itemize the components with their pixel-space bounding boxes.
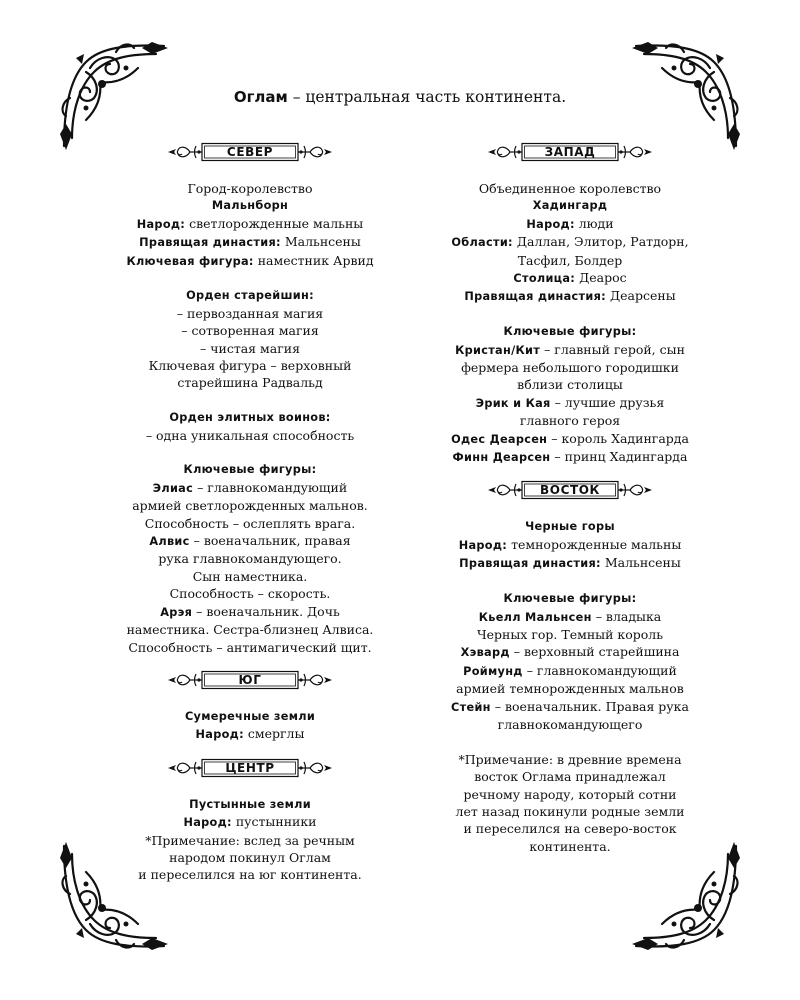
text-line: Город-королевство: [187, 181, 313, 196]
text-line: Стейн – военачальник. Правая рука: [451, 698, 689, 714]
section-banner-east: [486, 480, 654, 500]
note-line: лет назад покинули родные земли: [455, 803, 685, 819]
subheading: Ключевые фигуры:: [503, 325, 637, 339]
text-line: – первозданная магия: [176, 305, 324, 321]
text-line: Ключевая фигура – верховный: [148, 358, 352, 374]
text-line: старейшина Радвальд: [177, 375, 323, 391]
text-line: Народ: смерглы: [195, 726, 305, 742]
section-banner-south: [166, 670, 334, 690]
region-name: Черные горы: [525, 520, 615, 534]
banner-label: ВОСТОК: [540, 483, 600, 498]
text-line: армией темнорожденных мальнов: [456, 681, 684, 697]
text-line: Хэвард – верховный старейшина: [460, 644, 680, 660]
text-line: главнокомандующего: [497, 716, 643, 732]
text-line: Столица: Деарос: [513, 270, 627, 286]
text-line: Способность – скорость.: [169, 586, 331, 602]
banner-label: ЦЕНТР: [225, 760, 275, 775]
text-line: – чистая магия: [200, 340, 300, 356]
note-line: *Примечание: в древние времена: [458, 751, 682, 767]
text-line: Кристан/Кит – главный герой, сын: [455, 341, 685, 357]
left-column: [94, 142, 406, 884]
subheading: Ключевые фигуры:: [503, 592, 637, 606]
banner-label: ЗАПАД: [544, 145, 596, 159]
text-line: Ключевая фигура: наместник Арвид: [126, 252, 374, 268]
text-line: Народ: люди: [526, 215, 614, 231]
text-line: Черных гор. Темный король: [476, 626, 664, 642]
text-line: армией светлорожденных мальнов.: [132, 498, 368, 514]
title-name: Оглам: [233, 88, 288, 106]
text-line: – сотворенная магия: [181, 323, 319, 339]
text-line: Способность – антимагический щит.: [128, 639, 372, 655]
section-banner-west: [486, 142, 654, 162]
text-line: Роймунд – главнокомандующий: [463, 662, 677, 678]
text-line: народом покинул Оглам: [169, 849, 331, 865]
subheading: Орден элитных воинов:: [169, 411, 331, 425]
banner-label: СЕВЕР: [226, 145, 274, 159]
text-line: и переселился на юг континента.: [138, 867, 362, 883]
text-line: Народ: пустынники: [183, 814, 317, 830]
title-rest: – центральная часть континента.: [287, 88, 567, 106]
text-line: Алвис – военачальник, правая: [149, 533, 351, 549]
text-line: Способность – ослеплять врага.: [144, 515, 356, 531]
text-line: Арэя – военачальник. Дочь: [160, 603, 340, 619]
text-line: Народ: светлорожденные мальны: [136, 215, 364, 231]
note-line: континента.: [529, 838, 611, 854]
text-line: Правящая династия: Мальнсены: [139, 234, 361, 250]
text-line: фермера небольшого городишки: [461, 360, 679, 376]
text-line: Элиас – главнокомандующий: [152, 479, 348, 495]
text-line: Одес Деарсен – король Хадингарда: [451, 430, 689, 446]
page-title: [0, 88, 800, 106]
section-banner-north: [166, 142, 334, 162]
text-line: Эрик и Кая – лучшие друзья: [475, 394, 665, 410]
section-banner-center: [166, 758, 334, 778]
banner-label: ЮГ: [238, 672, 262, 687]
text-line: Правящая династия: Мальнсены: [459, 555, 681, 571]
text-line: рука главнокомандующего.: [158, 551, 342, 567]
text-line: Области: Даллан, Элитор, Ратдорн,: [451, 234, 689, 250]
text-line: главного героя: [519, 413, 621, 429]
text-line: Сын наместника.: [192, 568, 308, 584]
text-line: Тасфил, Болдер: [517, 252, 623, 268]
note-line: восток Оглама принадлежал: [474, 769, 666, 785]
corner-ornament-icon: [628, 838, 744, 954]
text-line: наместника. Сестра-близнец Алвиса.: [126, 622, 374, 638]
subheading: Орден старейшин:: [186, 289, 314, 303]
region-name: Пустынные земли: [189, 797, 311, 811]
note-line: речному народу, который сотни: [463, 786, 677, 802]
kingdom-name: Хадингард: [532, 199, 608, 213]
subheading: Ключевые фигуры:: [183, 463, 317, 477]
text-line: – одна уникальная способность: [145, 427, 355, 443]
text-line: Объединенное королевство: [478, 181, 662, 196]
text-line: Финн Деарсен – принц Хадингарда: [452, 449, 688, 465]
text-line: Правящая династия: Деарсены: [464, 288, 676, 304]
text-line: Народ: темнорожденные мальны: [458, 536, 682, 552]
text-line: *Примечание: вслед за речным: [145, 832, 355, 848]
text-line: вблизи столицы: [517, 377, 623, 393]
text-line: Кьелл Мальнсен – владыка: [478, 608, 662, 624]
right-column: [414, 142, 726, 855]
city-name: Мальнборн: [211, 199, 289, 213]
note-line: и переселился на северо-восток: [463, 821, 677, 837]
region-name: Сумеречные земли: [184, 709, 316, 723]
